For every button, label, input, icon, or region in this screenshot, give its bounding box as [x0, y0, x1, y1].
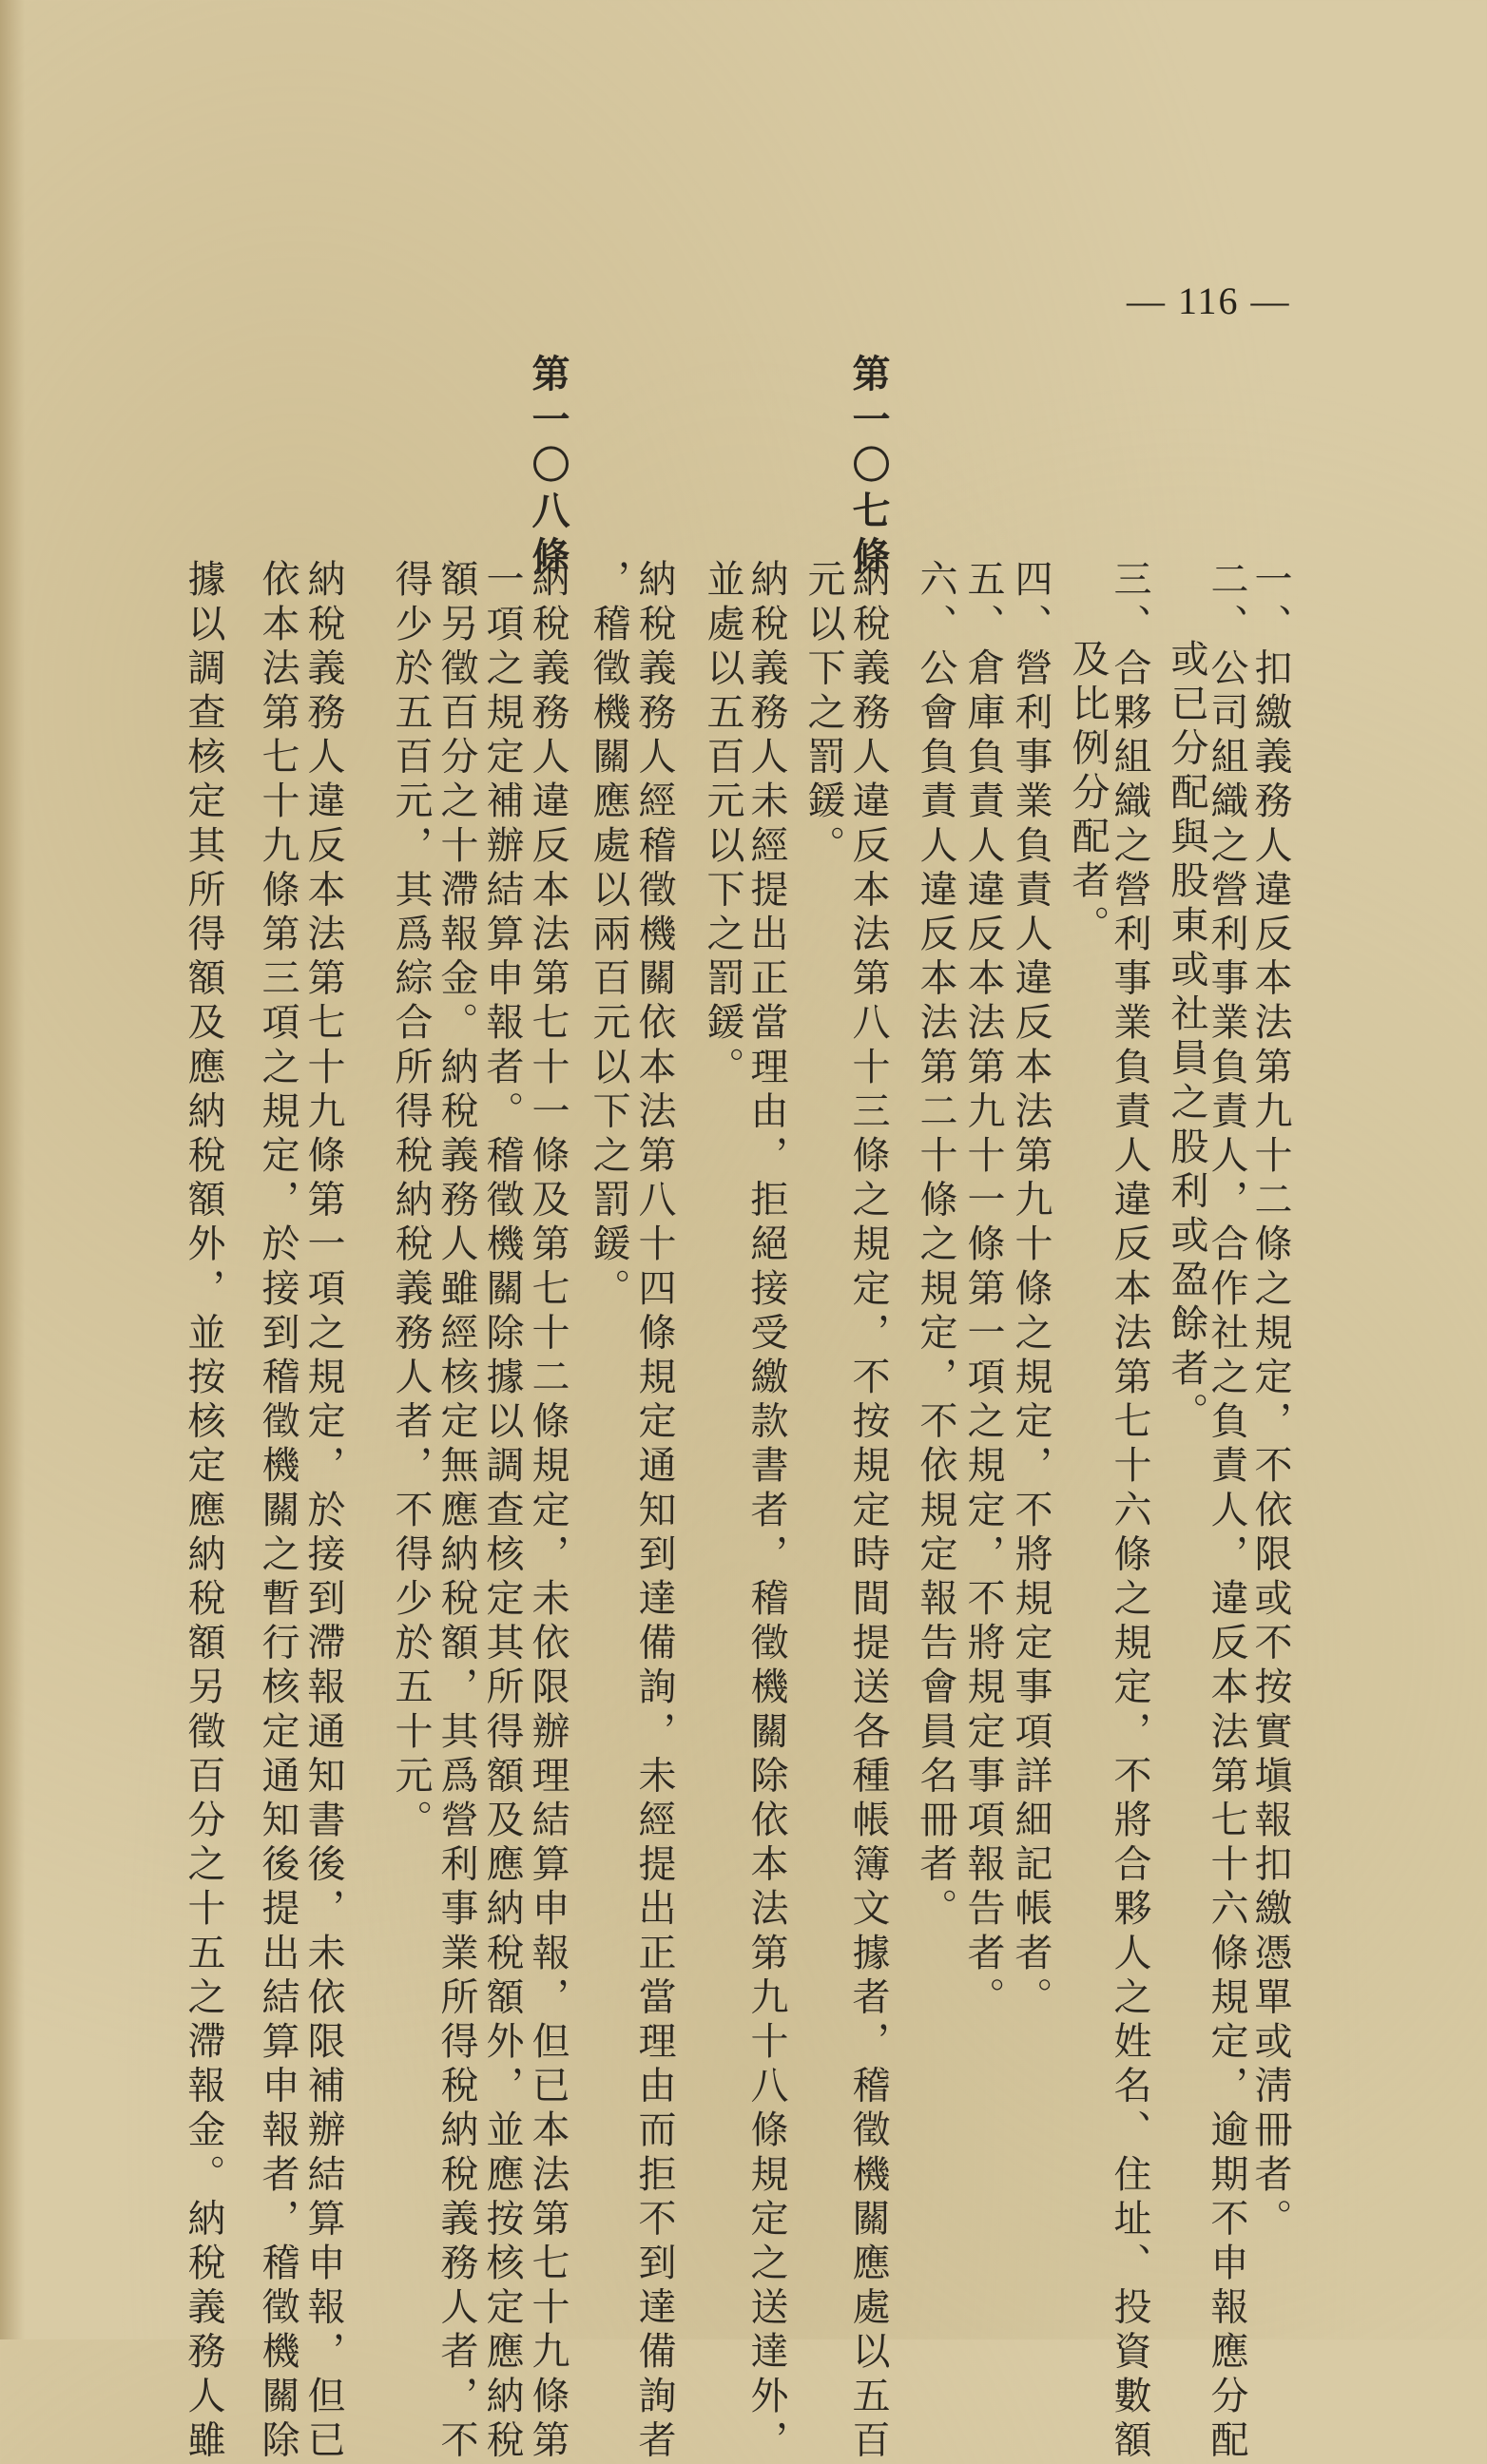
article-108-line-7: 據以調查核定其所得額及應納稅額外，並按核定應納稅額另徵百分之十五之滯報金。納稅義務人雖 — [182, 559, 225, 2464]
article-108-line-2: 一項之規定補辦結算申報者。稽徵機關除據以調查核定其所得額及應納稅額外，並應按核定應納稅 — [480, 559, 524, 2464]
article-107-line-3: 納稅義務人未經提出正當理由，拒絕接受繳款書者，稽徵機關除依本法第九十八條規定之送達外， — [744, 559, 788, 2464]
article-107-line-6: ，稽徵機關應處以兩百元以下之罰鍰。 — [587, 559, 630, 1313]
article-108-line-4: 得少於五百元，其爲綜合所得稅納稅義務人者，不得少於五十元。 — [389, 559, 433, 1844]
page-edge-shadow — [0, 0, 25, 2339]
article-107-heading: 第一〇七條 — [846, 354, 891, 582]
article-108-line-6: 依本法第七十九條第三項之規定，於接到稽徵機關之暫行核定通知後提出結算申報者，稽徵機關除 — [256, 559, 299, 2464]
article-108-line-3: 額另徵百分之十滯報金。納稅義務人雖經核定無應納稅額，其爲營利事業所得稅納稅義務人者，不 — [435, 559, 478, 2464]
article-107-line-4: 並處以五百元以下之罰鍰。 — [701, 559, 744, 1091]
list-item-3-continued: 及比例分配者。 — [1066, 639, 1110, 950]
article-107-line-5: 納稅義務人經稽徵機關依本法第八十四條規定通知到達備詢，未經提出正當理由而拒不到達備詢者 — [632, 559, 676, 2464]
list-item-3: 三、合夥組織之營利事業負責人違反本法第七十六條之規定，不將合夥人之姓名、住址、投資數額 — [1108, 559, 1151, 2464]
page-number: — 116 — — [1127, 279, 1291, 322]
article-107-line-1: 納稅義務人違反本法第八十三條之規定，不按規定時間提送各種帳簿文據者，稽徵機關應處以五百 — [846, 559, 890, 2464]
list-item-1: 一、扣繳義務人違反本法第九十二條之規定，不依限或不按實塡報扣繳憑單或淸冊者。 — [1248, 559, 1292, 2243]
article-108-line-5: 納稅義務人違反本法第七十九條第一項之規定，於接到滯報通知書後，未依限補辦結算申報，但已 — [301, 559, 345, 2464]
article-108-heading: 第一〇八條 — [526, 354, 570, 582]
list-item-2-continued: 或已分配與股東或社員之股利或盈餘者。 — [1165, 639, 1208, 1436]
list-item-5: 五、倉庫負責人違反本法第九十一條第一項之規定，不將規定事項報告者。 — [961, 559, 1005, 2021]
list-item-6: 六、公會負責人違反本法第二十條之規定，不依規定報告會員名冊者。 — [914, 559, 957, 1933]
list-item-4: 四、營利事業負責人違反本法第九十條之規定，不將規定事項詳細記帳者。 — [1009, 559, 1052, 2021]
article-108-line-1: 納稅義務人違反本法第七十一條及第七十二條規定，未依限辦理結算申報，但已本法第七十九條第 — [526, 559, 570, 2464]
list-item-2: 二、公司組織之營利事業負責人，合作社之負責人，違反本法第七十六條規定，逾期不申報應分配 — [1205, 559, 1248, 2464]
article-107-line-2: 元以下之罰鍰。 — [801, 559, 845, 870]
